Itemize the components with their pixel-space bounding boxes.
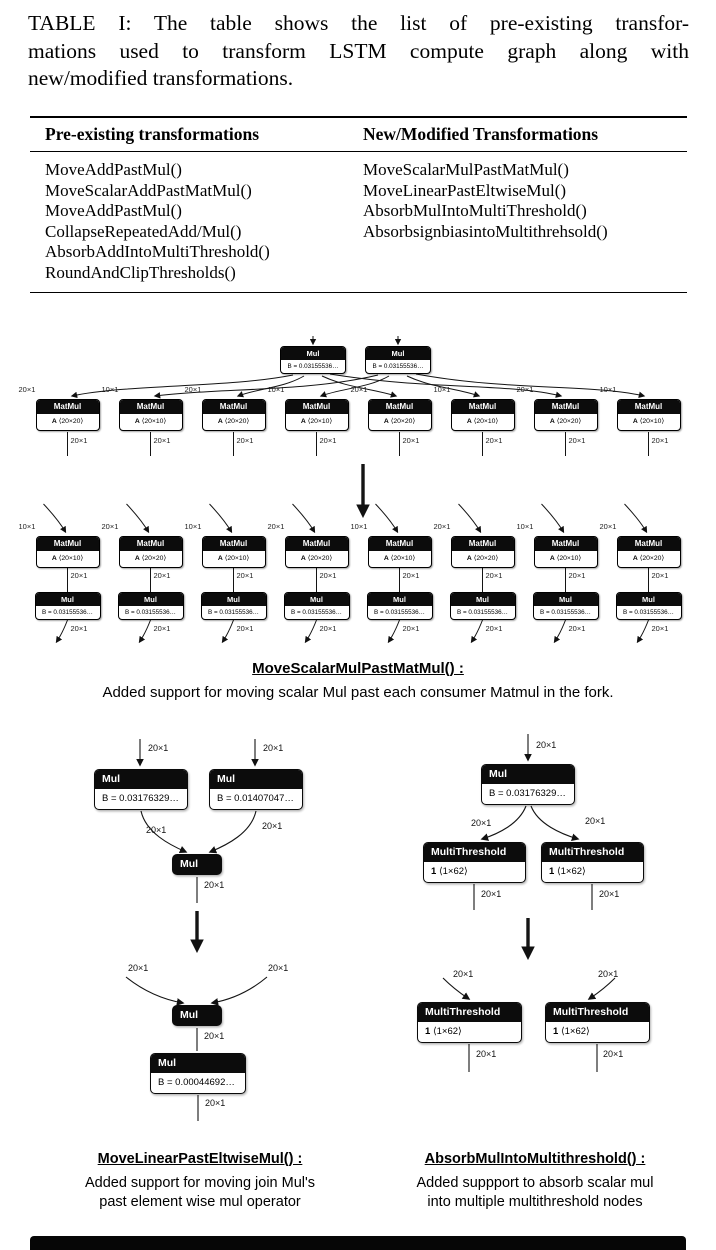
edge-label: 20×1 bbox=[146, 825, 167, 835]
node-title: MatMul bbox=[535, 400, 597, 414]
node-title: MultiThreshold bbox=[542, 843, 643, 862]
param-dims: ⟨20×10⟩ bbox=[390, 555, 416, 562]
param-dims: ⟨20×10⟩ bbox=[473, 418, 499, 425]
fig3-caption-title: AbsorbMulIntoMultithreshold() : bbox=[424, 1151, 646, 1167]
edge-label: 20×1 bbox=[236, 571, 254, 580]
table-caption-line: TABLE I: The table shows the list of pre-existing transfor- bbox=[28, 11, 689, 35]
edge-label: 20×1 bbox=[70, 624, 88, 633]
fig2-caption bbox=[40, 1150, 360, 1213]
edge-label: 20×1 bbox=[263, 743, 284, 753]
edge-label: 20×1 bbox=[453, 969, 474, 979]
mul-node bbox=[481, 764, 575, 805]
node-title: MatMul bbox=[37, 400, 99, 414]
figure-move-linear-past-eltwise-mul bbox=[58, 737, 343, 1137]
mul-node: Mul bbox=[172, 854, 222, 875]
edge-label: 20×1 bbox=[651, 571, 669, 580]
matmul-node bbox=[534, 536, 598, 568]
matmul-node bbox=[368, 536, 432, 568]
table-row: MoveAddPastMul() bbox=[45, 201, 182, 220]
param-dims: ⟨20×20⟩ bbox=[58, 418, 84, 425]
param-dims: ⟨1×62⟩ bbox=[556, 866, 586, 877]
node-param bbox=[418, 1022, 521, 1042]
node-title: MatMul bbox=[286, 537, 348, 551]
param-key: 1 bbox=[549, 866, 555, 877]
matmul-node bbox=[36, 536, 100, 568]
edge-label: 20×1 bbox=[599, 522, 617, 531]
node-title: MatMul bbox=[369, 400, 431, 414]
edge-label: 20×1 bbox=[267, 522, 285, 531]
edge-label: 20×1 bbox=[603, 1049, 624, 1059]
mul-node bbox=[450, 592, 516, 620]
table-row: AbsorbMulIntoMultiThreshold() bbox=[363, 201, 587, 220]
param-key: A bbox=[217, 555, 223, 562]
matmul-node bbox=[451, 536, 515, 568]
matmul-node bbox=[534, 399, 598, 431]
node-param bbox=[542, 862, 643, 882]
mul-node bbox=[94, 769, 188, 810]
node-param: B = 0.01407047… bbox=[217, 793, 294, 804]
edge-label: 20×1 bbox=[319, 436, 337, 445]
mul-node bbox=[284, 592, 350, 620]
edge-label: 20×1 bbox=[516, 385, 534, 394]
node-param: B = 0.03155536… bbox=[125, 609, 176, 616]
node-title: Mul bbox=[617, 593, 681, 606]
mul-node bbox=[118, 592, 184, 620]
param-key: 1 bbox=[553, 1026, 559, 1037]
edge-label: 20×1 bbox=[402, 624, 420, 633]
node-title: MultiThreshold bbox=[424, 843, 525, 862]
table-row: RoundAndClipThresholds() bbox=[45, 262, 236, 282]
mul-node bbox=[280, 346, 346, 374]
param-dims: ⟨20×10⟩ bbox=[307, 418, 333, 425]
node-param bbox=[203, 551, 265, 567]
node-param bbox=[286, 551, 348, 567]
edge-label: 20×1 bbox=[651, 436, 669, 445]
param-dims: ⟨20×10⟩ bbox=[224, 555, 250, 562]
node-title: MatMul bbox=[203, 537, 265, 551]
matmul-node bbox=[368, 399, 432, 431]
matmul-node bbox=[202, 536, 266, 568]
mul-node bbox=[365, 346, 431, 374]
edge-label: 20×1 bbox=[433, 522, 451, 531]
fig2-caption-line: Added support for moving join Mul's bbox=[84, 1174, 316, 1191]
multithreshold-node bbox=[417, 1002, 522, 1043]
node-param bbox=[37, 414, 99, 430]
fig1-caption bbox=[0, 660, 716, 701]
param-dims: ⟨20×10⟩ bbox=[58, 555, 84, 562]
param-dims: ⟨1×62⟩ bbox=[432, 1026, 462, 1037]
table-header-col2: New/Modified Transformations bbox=[363, 124, 599, 144]
node-param bbox=[452, 414, 514, 430]
node-param bbox=[546, 1022, 649, 1042]
edge-label: 20×1 bbox=[204, 880, 225, 890]
node-title: MatMul bbox=[452, 400, 514, 414]
node-param: B = 0.03155536… bbox=[291, 609, 342, 616]
param-key: A bbox=[632, 555, 638, 562]
param-key: A bbox=[51, 418, 57, 425]
node-param bbox=[535, 551, 597, 567]
param-key: A bbox=[632, 418, 638, 425]
node-param: B = 0.03155536… bbox=[540, 609, 591, 616]
edge-label: 20×1 bbox=[350, 385, 368, 394]
node-param: B = 0.03155536… bbox=[457, 609, 508, 616]
edge-label: 20×1 bbox=[481, 889, 502, 899]
node-param: B = 0.00044692… bbox=[158, 1077, 235, 1088]
matmul-node bbox=[451, 399, 515, 431]
edge-label: 20×1 bbox=[568, 571, 586, 580]
multithreshold-node bbox=[423, 842, 526, 883]
node-param bbox=[369, 414, 431, 430]
node-title: MatMul bbox=[618, 537, 680, 551]
node-title: MatMul bbox=[120, 400, 182, 414]
node-title: Mul bbox=[36, 593, 100, 606]
edge-label: 20×1 bbox=[18, 385, 36, 394]
node-param bbox=[618, 551, 680, 567]
matmul-node bbox=[617, 536, 681, 568]
edge-label: 10×1 bbox=[101, 385, 119, 394]
edge-label: 20×1 bbox=[599, 889, 620, 899]
node-param: B = 0.03176329… bbox=[489, 788, 566, 799]
param-dims: ⟨20×20⟩ bbox=[224, 418, 250, 425]
mul-node: Mul bbox=[172, 1005, 222, 1026]
param-key: A bbox=[549, 555, 555, 562]
matmul-node bbox=[285, 536, 349, 568]
edge-label: 20×1 bbox=[651, 624, 669, 633]
node-param bbox=[424, 862, 525, 882]
param-key: A bbox=[217, 418, 223, 425]
edge-label: 20×1 bbox=[268, 963, 289, 973]
edge-label: 20×1 bbox=[485, 571, 503, 580]
table-row: MoveScalarMulPastMatMul() bbox=[363, 160, 569, 179]
param-key: 1 bbox=[431, 866, 437, 877]
node-param bbox=[286, 414, 348, 430]
node-param bbox=[203, 414, 265, 430]
matmul-node bbox=[202, 399, 266, 431]
edge-label: 20×1 bbox=[205, 1098, 226, 1108]
node-param bbox=[369, 551, 431, 567]
mul-node bbox=[616, 592, 682, 620]
edge-label: 20×1 bbox=[101, 522, 119, 531]
edge-label: 20×1 bbox=[402, 571, 420, 580]
matmul-node bbox=[119, 399, 183, 431]
table-row: MoveLinearPastEltwiseMul() bbox=[363, 180, 567, 200]
param-key: A bbox=[383, 555, 389, 562]
mul-node bbox=[533, 592, 599, 620]
node-param: B = 0.03155536… bbox=[623, 609, 674, 616]
param-dims: ⟨20×20⟩ bbox=[141, 555, 167, 562]
fig2-caption-title: MoveLinearPastEltwiseMul() : bbox=[97, 1151, 303, 1167]
param-dims: ⟨20×10⟩ bbox=[556, 555, 582, 562]
table-row: CollapseRepeatedAdd/Mul() bbox=[45, 221, 242, 241]
edge-label: 20×1 bbox=[319, 571, 337, 580]
edge-label: 20×1 bbox=[236, 436, 254, 445]
param-dims: ⟨1×62⟩ bbox=[560, 1026, 590, 1037]
table-row: AbsorbsignbiasintoMultithrehsold() bbox=[363, 221, 608, 241]
node-title: MultiThreshold bbox=[546, 1003, 649, 1022]
next-figure-strip bbox=[30, 1236, 686, 1250]
figure-absorb-mul-into-multithreshold bbox=[395, 732, 695, 1137]
table-col2 bbox=[348, 160, 687, 283]
node-title: MatMul bbox=[37, 537, 99, 551]
node-title: Mul bbox=[534, 593, 598, 606]
node-param bbox=[535, 414, 597, 430]
edge-label: 20×1 bbox=[70, 571, 88, 580]
table-caption-line: new/modified transformations. bbox=[28, 66, 294, 90]
node-title: MatMul bbox=[286, 400, 348, 414]
node-title: MatMul bbox=[452, 537, 514, 551]
edge-label: 20×1 bbox=[485, 436, 503, 445]
node-title: Mul bbox=[368, 593, 432, 606]
edge-label: 10×1 bbox=[599, 385, 617, 394]
table-caption-line: mations used to transform LSTM compute graph along with bbox=[28, 38, 689, 63]
node-title: Mul bbox=[281, 347, 345, 360]
node-param bbox=[452, 551, 514, 567]
fig2-caption-line: past element wise mul operator bbox=[99, 1194, 301, 1210]
param-dims: ⟨20×20⟩ bbox=[473, 555, 499, 562]
edge-label: 10×1 bbox=[267, 385, 285, 394]
edge-label: 20×1 bbox=[148, 743, 169, 753]
param-dims: ⟨20×20⟩ bbox=[390, 418, 416, 425]
multithreshold-node bbox=[541, 842, 644, 883]
edge-label: 20×1 bbox=[476, 1049, 497, 1059]
node-title: Mul bbox=[285, 593, 349, 606]
matmul-node bbox=[36, 399, 100, 431]
node-param: B = 0.03155536… bbox=[42, 609, 93, 616]
param-dims: ⟨1×62⟩ bbox=[438, 866, 468, 877]
node-title: MatMul bbox=[535, 537, 597, 551]
node-param: B = 0.03176329… bbox=[102, 793, 179, 804]
edge-label: 20×1 bbox=[319, 624, 337, 633]
mul-node bbox=[35, 592, 101, 620]
param-key: A bbox=[51, 555, 57, 562]
table-caption bbox=[28, 10, 689, 93]
node-title: Mul bbox=[210, 770, 302, 789]
edge-label: 20×1 bbox=[485, 624, 503, 633]
node-title: Mul bbox=[151, 1054, 245, 1073]
param-key: A bbox=[134, 555, 140, 562]
node-param bbox=[37, 551, 99, 567]
param-dims: ⟨20×10⟩ bbox=[141, 418, 167, 425]
node-param bbox=[120, 551, 182, 567]
fig1-caption-title: MoveScalarMulPastMatMul() : bbox=[252, 660, 464, 677]
param-key: A bbox=[466, 418, 472, 425]
node-title: MatMul bbox=[120, 537, 182, 551]
table-body bbox=[30, 152, 687, 292]
table-row: MoveScalarAddPastMatMul() bbox=[45, 180, 252, 200]
figure-move-scalar-mul-past-matmul bbox=[8, 336, 708, 662]
fig3-caption-line: Added suppport to absorb scalar mul bbox=[416, 1174, 654, 1191]
node-param bbox=[618, 414, 680, 430]
edge-label: 20×1 bbox=[128, 963, 149, 973]
multithreshold-node bbox=[545, 1002, 650, 1043]
table-header-col1: Pre-existing transformations bbox=[45, 124, 260, 144]
edge-label: 20×1 bbox=[585, 816, 606, 826]
node-title: MatMul bbox=[203, 400, 265, 414]
mul-node bbox=[150, 1053, 246, 1094]
edge-label: 10×1 bbox=[516, 522, 534, 531]
param-dims: ⟨20×20⟩ bbox=[307, 555, 333, 562]
edge-label: 20×1 bbox=[153, 571, 171, 580]
node-param: B = 0.03155536… bbox=[287, 363, 339, 370]
edge-label: 10×1 bbox=[18, 522, 36, 531]
mul-node bbox=[209, 769, 303, 810]
fig3-caption bbox=[370, 1150, 700, 1213]
matmul-node bbox=[617, 399, 681, 431]
node-title: Mul bbox=[451, 593, 515, 606]
node-title: MatMul bbox=[618, 400, 680, 414]
mul-node bbox=[367, 592, 433, 620]
node-title: Mul bbox=[95, 770, 187, 789]
table-row: MoveAddPastMul() bbox=[45, 160, 182, 179]
param-key: A bbox=[383, 418, 389, 425]
edge-label: 20×1 bbox=[568, 436, 586, 445]
edge-label: 20×1 bbox=[184, 385, 202, 394]
param-key: A bbox=[300, 555, 306, 562]
node-title: Mul bbox=[119, 593, 183, 606]
node-param bbox=[120, 414, 182, 430]
edge-label: 20×1 bbox=[402, 436, 420, 445]
node-title: MatMul bbox=[369, 537, 431, 551]
fig1-caption-text: Added support for moving scalar Mul past each consumer Matmul in the fork. bbox=[102, 684, 614, 701]
matmul-node bbox=[119, 536, 183, 568]
edge-label: 10×1 bbox=[350, 522, 368, 531]
node-param: B = 0.03155536… bbox=[374, 609, 425, 616]
edge-label: 20×1 bbox=[598, 969, 619, 979]
edge-label: 20×1 bbox=[204, 1031, 225, 1041]
edge-label: 20×1 bbox=[536, 740, 557, 750]
param-key: A bbox=[300, 418, 306, 425]
fig3-caption-line: into multiple multithreshold nodes bbox=[427, 1194, 643, 1210]
table-row: AbsorbAddIntoMultiThreshold() bbox=[45, 242, 270, 261]
edge-label: 20×1 bbox=[236, 624, 254, 633]
transformations-table bbox=[30, 116, 687, 293]
param-key: A bbox=[134, 418, 140, 425]
edge-label: 20×1 bbox=[153, 624, 171, 633]
node-param: B = 0.03155536… bbox=[372, 363, 424, 370]
node-title: Mul bbox=[482, 765, 574, 784]
node-title: Mul bbox=[366, 347, 430, 360]
param-key: 1 bbox=[425, 1026, 431, 1037]
edge-label: 20×1 bbox=[568, 624, 586, 633]
node-title: Mul bbox=[202, 593, 266, 606]
edge-label: 20×1 bbox=[262, 821, 283, 831]
edge-label: 20×1 bbox=[153, 436, 171, 445]
mul-node bbox=[201, 592, 267, 620]
matmul-node bbox=[285, 399, 349, 431]
table-header-row bbox=[30, 118, 687, 152]
param-key: A bbox=[549, 418, 555, 425]
node-title: MultiThreshold bbox=[418, 1003, 521, 1022]
node-param: B = 0.03155536… bbox=[208, 609, 259, 616]
param-dims: ⟨20×20⟩ bbox=[556, 418, 582, 425]
edge-label: 10×1 bbox=[184, 522, 202, 531]
edge-label: 10×1 bbox=[433, 385, 451, 394]
param-key: A bbox=[466, 555, 472, 562]
param-dims: ⟨20×10⟩ bbox=[639, 418, 665, 425]
table-col1 bbox=[30, 160, 348, 283]
edge-label: 20×1 bbox=[471, 818, 492, 828]
edge-label: 20×1 bbox=[70, 436, 88, 445]
param-dims: ⟨20×20⟩ bbox=[639, 555, 665, 562]
